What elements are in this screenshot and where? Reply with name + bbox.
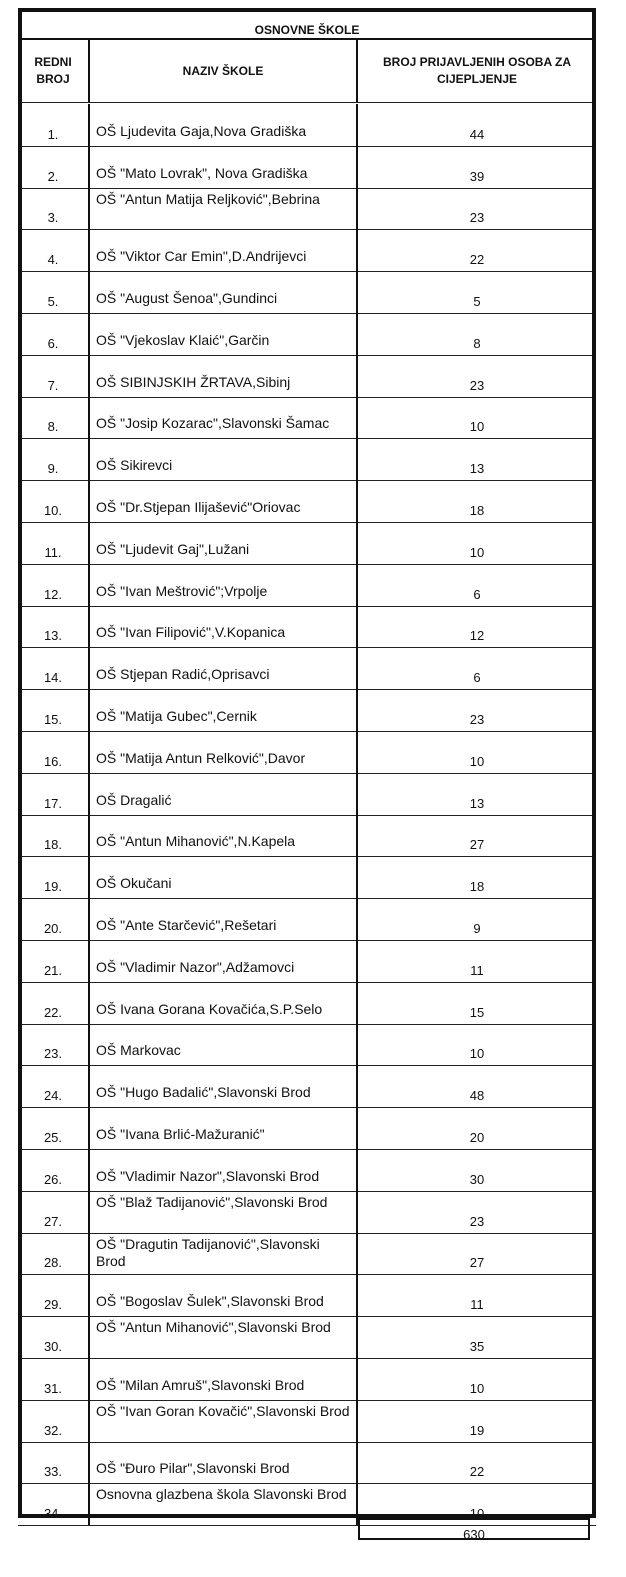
table-row bbox=[18, 773, 596, 815]
row-ordinal-cell bbox=[18, 898, 90, 940]
row-ordinal-cell bbox=[18, 1442, 90, 1484]
table-row bbox=[18, 815, 596, 857]
row-school-name-cell bbox=[90, 1316, 358, 1358]
table-row bbox=[18, 898, 596, 940]
table-row bbox=[18, 1024, 596, 1066]
row-registered-count-cell bbox=[358, 856, 596, 898]
row-school-name-cell bbox=[90, 313, 358, 355]
row-school-name: OŠ "Matija Antun Relković",Davor bbox=[96, 749, 306, 766]
row-ordinal-cell bbox=[18, 229, 90, 271]
row-registered-count-cell bbox=[358, 773, 596, 815]
row-ordinal: 2. bbox=[47, 168, 59, 184]
row-ordinal-cell bbox=[18, 104, 90, 146]
table-row bbox=[18, 982, 596, 1024]
table-row bbox=[18, 438, 596, 480]
table-row bbox=[18, 480, 596, 522]
row-school-name-cell bbox=[90, 1483, 358, 1525]
row-registered-count-cell bbox=[358, 146, 596, 188]
row-ordinal-cell bbox=[18, 689, 90, 731]
row-ordinal-cell bbox=[18, 271, 90, 313]
row-school-name-cell bbox=[90, 104, 358, 146]
table-row bbox=[18, 1274, 596, 1316]
row-registered-count: 13 bbox=[469, 795, 485, 811]
row-school-name-cell bbox=[90, 438, 358, 480]
row-ordinal: 24. bbox=[43, 1088, 63, 1104]
table-row bbox=[18, 647, 596, 689]
row-ordinal-cell bbox=[18, 606, 90, 648]
row-registered-count: 10 bbox=[469, 1380, 485, 1396]
row-ordinal: 32. bbox=[43, 1422, 63, 1438]
row-school-name-cell bbox=[90, 1358, 358, 1400]
row-ordinal-cell bbox=[18, 815, 90, 857]
row-school-name: OŠ "Vladimir Nazor",Adžamovci bbox=[96, 958, 295, 975]
row-registered-count: 6 bbox=[473, 586, 481, 602]
row-registered-count: 9 bbox=[473, 920, 481, 936]
row-registered-count-cell bbox=[358, 397, 596, 439]
row-ordinal: 1. bbox=[47, 126, 59, 142]
row-registered-count: 11 bbox=[470, 962, 484, 978]
table-row bbox=[18, 313, 596, 355]
row-registered-count-cell bbox=[358, 606, 596, 648]
row-registered-count-cell bbox=[358, 1400, 596, 1442]
row-school-name: OŠ SIBINJSKIH ŽRTAVA,Sibinj bbox=[96, 373, 291, 390]
row-ordinal: 22. bbox=[43, 1004, 63, 1020]
row-registered-count-cell bbox=[358, 1065, 596, 1107]
row-registered-count: 23 bbox=[469, 210, 485, 226]
row-ordinal-cell bbox=[18, 1024, 90, 1066]
row-school-name-cell bbox=[90, 397, 358, 439]
row-ordinal-cell bbox=[18, 1107, 90, 1149]
row-ordinal-cell bbox=[18, 1358, 90, 1400]
row-school-name-cell bbox=[90, 940, 358, 982]
row-ordinal: 25. bbox=[43, 1129, 63, 1145]
row-registered-count-cell bbox=[358, 313, 596, 355]
table-row bbox=[18, 1358, 596, 1400]
row-ordinal-cell bbox=[18, 940, 90, 982]
row-school-name-cell bbox=[90, 1233, 358, 1275]
row-registered-count-cell bbox=[358, 564, 596, 606]
row-ordinal-cell bbox=[18, 1233, 90, 1275]
row-school-name: OŠ "Josip Kozarac",Slavonski Šamac bbox=[96, 415, 330, 432]
row-ordinal-cell bbox=[18, 773, 90, 815]
row-school-name-cell bbox=[90, 188, 358, 230]
row-divider bbox=[18, 102, 596, 103]
row-school-name: OŠ "Đuro Pilar",Slavonski Brod bbox=[96, 1460, 290, 1477]
row-registered-count-cell bbox=[358, 982, 596, 1024]
row-ordinal-cell bbox=[18, 438, 90, 480]
row-registered-count-cell bbox=[358, 1233, 596, 1275]
row-ordinal: 29. bbox=[43, 1297, 63, 1313]
header-row bbox=[18, 40, 596, 102]
row-ordinal-cell bbox=[18, 1316, 90, 1358]
row-registered-count: 15 bbox=[469, 1004, 485, 1020]
row-registered-count-cell bbox=[358, 689, 596, 731]
table-row bbox=[18, 1316, 596, 1358]
row-school-name: OŠ "Ante Starčević",Rešetari bbox=[96, 916, 277, 933]
row-ordinal: 31. bbox=[43, 1380, 63, 1396]
row-ordinal-cell bbox=[18, 397, 90, 439]
row-registered-count: 23 bbox=[469, 377, 485, 393]
row-school-name-cell bbox=[90, 1442, 358, 1484]
row-school-name: OŠ "Antun Mihanović",N.Kapela bbox=[96, 833, 296, 850]
table-row bbox=[18, 1149, 596, 1191]
row-registered-count: 5 bbox=[473, 293, 481, 309]
row-school-name: OŠ "Dragutin Tadijanović",Slavonski Brod bbox=[96, 1235, 320, 1269]
row-ordinal: 26. bbox=[43, 1171, 63, 1187]
row-school-name-cell bbox=[90, 1024, 358, 1066]
row-school-name-cell bbox=[90, 815, 358, 857]
table-title: OSNOVNE ŠKOLE bbox=[254, 23, 360, 37]
row-school-name: OŠ "Ivan Filipović",V.Kopanica bbox=[96, 624, 286, 641]
table-row bbox=[18, 271, 596, 313]
row-registered-count: 27 bbox=[469, 837, 485, 853]
row-registered-count-cell bbox=[358, 104, 596, 146]
row-school-name-cell bbox=[90, 1149, 358, 1191]
row-school-name-cell bbox=[90, 1274, 358, 1316]
row-ordinal: 30. bbox=[43, 1338, 63, 1354]
table-row bbox=[18, 146, 596, 188]
row-registered-count-cell bbox=[358, 1024, 596, 1066]
row-registered-count-cell bbox=[358, 898, 596, 940]
row-school-name-cell bbox=[90, 1107, 358, 1149]
row-school-name-cell bbox=[90, 146, 358, 188]
row-ordinal: 4. bbox=[47, 252, 59, 268]
row-school-name: OŠ "Matija Gubec",Cernik bbox=[96, 707, 257, 724]
row-school-name-cell bbox=[90, 647, 358, 689]
row-school-name: OŠ "Viktor Car Emin",D.Andrijevci bbox=[96, 248, 307, 265]
row-ordinal: 7. bbox=[47, 377, 59, 393]
row-ordinal-cell bbox=[18, 1065, 90, 1107]
row-ordinal: 15. bbox=[43, 711, 63, 727]
row-ordinal: 8. bbox=[47, 419, 59, 435]
table-row bbox=[18, 397, 596, 439]
row-registered-count: 23 bbox=[469, 711, 485, 727]
row-school-name-cell bbox=[90, 271, 358, 313]
row-registered-count-cell bbox=[358, 1358, 596, 1400]
row-school-name-cell bbox=[90, 355, 358, 397]
row-registered-count-cell bbox=[358, 271, 596, 313]
row-ordinal: 19. bbox=[43, 879, 63, 895]
row-school-name: OŠ "Blaž Tadijanović",Slavonski Brod bbox=[96, 1193, 328, 1210]
row-ordinal: 5. bbox=[47, 293, 59, 309]
row-ordinal: 23. bbox=[43, 1046, 63, 1062]
table-row bbox=[18, 1233, 596, 1275]
row-registered-count-cell bbox=[358, 1442, 596, 1484]
row-ordinal-cell bbox=[18, 146, 90, 188]
row-ordinal: 28. bbox=[43, 1255, 63, 1271]
row-registered-count: 35 bbox=[469, 1338, 485, 1354]
row-school-name-cell bbox=[90, 522, 358, 564]
table-row bbox=[18, 1400, 596, 1442]
row-ordinal: 13. bbox=[43, 628, 63, 644]
header-school-name: NAZIV ŠKOLE bbox=[90, 40, 358, 102]
row-registered-count: 13 bbox=[469, 461, 485, 477]
row-school-name-cell bbox=[90, 229, 358, 271]
row-school-name: OŠ "Hugo Badalić",Slavonski Brod bbox=[96, 1084, 311, 1101]
row-registered-count-cell bbox=[358, 940, 596, 982]
row-school-name: OŠ "Ivana Brlić-Mažuranić" bbox=[96, 1125, 265, 1142]
row-registered-count: 10 bbox=[469, 753, 485, 769]
row-school-name: OŠ "Bogoslav Šulek",Slavonski Brod bbox=[96, 1293, 324, 1310]
table-row bbox=[18, 1065, 596, 1107]
row-school-name: OŠ "Antun Mihanović",Slavonski Brod bbox=[96, 1319, 331, 1336]
header-ordinal: REDNI BROJ bbox=[18, 40, 90, 102]
row-school-name: Osnovna glazbena škola Slavonski Brod bbox=[96, 1486, 347, 1503]
table-row bbox=[18, 229, 596, 271]
row-registered-count: 20 bbox=[469, 1129, 485, 1145]
table-row bbox=[18, 104, 596, 146]
row-ordinal: 14. bbox=[43, 670, 63, 686]
table-row bbox=[18, 188, 596, 230]
row-school-name: OŠ "Milan Amruš",Slavonski Brod bbox=[96, 1376, 305, 1393]
table-row bbox=[18, 606, 596, 648]
row-registered-count-cell bbox=[358, 1149, 596, 1191]
row-registered-count: 44 bbox=[469, 126, 485, 142]
row-ordinal-cell bbox=[18, 188, 90, 230]
table-row bbox=[18, 940, 596, 982]
row-school-name-cell bbox=[90, 731, 358, 773]
row-ordinal-cell bbox=[18, 1149, 90, 1191]
row-school-name: OŠ Ljudevita Gaja,Nova Gradiška bbox=[96, 122, 307, 139]
row-ordinal-cell bbox=[18, 1400, 90, 1442]
row-school-name: OŠ Sikirevci bbox=[96, 457, 173, 474]
row-registered-count: 22 bbox=[469, 1464, 485, 1480]
row-ordinal: 21. bbox=[43, 962, 63, 978]
row-registered-count-cell bbox=[358, 188, 596, 230]
row-school-name: OŠ Markovac bbox=[96, 1042, 181, 1059]
row-ordinal-cell bbox=[18, 982, 90, 1024]
row-ordinal-cell bbox=[18, 564, 90, 606]
row-school-name: OŠ "Vladimir Nazor",Slavonski Brod bbox=[96, 1167, 320, 1184]
row-registered-count-cell bbox=[358, 1316, 596, 1358]
row-ordinal: 12. bbox=[43, 586, 63, 602]
row-registered-count-cell bbox=[358, 815, 596, 857]
table-row bbox=[18, 689, 596, 731]
table-row bbox=[18, 1442, 596, 1484]
row-registered-count-cell bbox=[358, 1191, 596, 1233]
row-ordinal-cell bbox=[18, 856, 90, 898]
row-school-name-cell bbox=[90, 1400, 358, 1442]
row-ordinal-cell bbox=[18, 313, 90, 355]
row-ordinal: 9. bbox=[47, 461, 59, 477]
row-ordinal: 18. bbox=[43, 837, 63, 853]
row-registered-count-cell bbox=[358, 647, 596, 689]
row-school-name: OŠ "August Šenoa",Gundinci bbox=[96, 289, 278, 306]
table-row bbox=[18, 564, 596, 606]
row-registered-count: 19 bbox=[469, 1422, 485, 1438]
row-school-name: OŠ "Dr.Stjepan Ilijašević"Oriovac bbox=[96, 498, 301, 515]
row-registered-count: 10 bbox=[469, 419, 485, 435]
row-ordinal-cell bbox=[18, 647, 90, 689]
row-school-name-cell bbox=[90, 564, 358, 606]
row-ordinal-cell bbox=[18, 480, 90, 522]
row-registered-count: 22 bbox=[469, 252, 485, 268]
row-registered-count: 48 bbox=[469, 1088, 485, 1104]
row-ordinal: 3. bbox=[47, 210, 59, 226]
table-row bbox=[18, 731, 596, 773]
row-school-name-cell bbox=[90, 1191, 358, 1233]
row-ordinal: 17. bbox=[43, 795, 63, 811]
row-ordinal: 33. bbox=[43, 1464, 63, 1480]
row-ordinal: 27. bbox=[43, 1213, 63, 1229]
row-school-name-cell bbox=[90, 689, 358, 731]
row-ordinal: 10. bbox=[43, 502, 63, 518]
row-registered-count: 8 bbox=[473, 335, 481, 351]
row-school-name: OŠ Stjepan Radić,Oprisavci bbox=[96, 666, 270, 683]
row-registered-count-cell bbox=[358, 1274, 596, 1316]
row-ordinal-cell bbox=[18, 1274, 90, 1316]
row-registered-count-cell bbox=[358, 355, 596, 397]
row-school-name-cell bbox=[90, 606, 358, 648]
row-registered-count: 10 bbox=[469, 544, 485, 560]
row-school-name: OŠ Ivana Gorana Kovačića,S.P.Selo bbox=[96, 1000, 323, 1017]
row-school-name: OŠ "Ivan Meštrović";Vrpolje bbox=[96, 582, 268, 599]
row-registered-count: 18 bbox=[469, 879, 485, 895]
table-row bbox=[18, 522, 596, 564]
row-school-name: OŠ Dragalić bbox=[96, 791, 172, 808]
row-school-name: OŠ Okučani bbox=[96, 875, 172, 892]
row-ordinal-cell bbox=[18, 355, 90, 397]
table-row bbox=[18, 856, 596, 898]
row-registered-count: 11 bbox=[470, 1297, 484, 1313]
row-registered-count: 6 bbox=[473, 670, 481, 686]
row-school-name: OŠ "Ivan Goran Kovačić",Slavonski Brod bbox=[96, 1402, 350, 1419]
row-school-name-cell bbox=[90, 982, 358, 1024]
table-row bbox=[18, 1107, 596, 1149]
row-school-name-cell bbox=[90, 856, 358, 898]
header-registered-count: BROJ PRIJAVLJENIH OSOBA ZA CIJEPLJENJE bbox=[382, 55, 572, 86]
row-ordinal-cell bbox=[18, 1191, 90, 1233]
table-title-cell bbox=[18, 8, 596, 40]
row-registered-count-cell bbox=[358, 229, 596, 271]
row-registered-count: 18 bbox=[469, 502, 485, 518]
row-registered-count-cell bbox=[358, 480, 596, 522]
row-school-name: OŠ "Ljudevit Gaj",Lužani bbox=[96, 540, 250, 557]
row-school-name-cell bbox=[90, 480, 358, 522]
row-ordinal-cell bbox=[18, 1483, 90, 1525]
row-registered-count: 39 bbox=[469, 168, 485, 184]
row-school-name-cell bbox=[90, 773, 358, 815]
row-ordinal-cell bbox=[18, 731, 90, 773]
row-school-name-cell bbox=[90, 1065, 358, 1107]
row-ordinal: 16. bbox=[43, 753, 63, 769]
row-ordinal-cell bbox=[18, 522, 90, 564]
row-registered-count-cell bbox=[358, 522, 596, 564]
table-row bbox=[18, 1191, 596, 1233]
row-school-name: OŠ "Vjekoslav Klaić",Garčin bbox=[96, 331, 270, 348]
row-registered-count: 23 bbox=[469, 1213, 485, 1229]
total-value: 630 bbox=[463, 1527, 485, 1542]
row-registered-count-cell bbox=[358, 1107, 596, 1149]
total-cell bbox=[358, 1518, 590, 1540]
row-registered-count: 10 bbox=[469, 1506, 485, 1522]
row-registered-count: 10 bbox=[469, 1046, 485, 1062]
row-ordinal: 20. bbox=[43, 920, 63, 936]
row-registered-count: 27 bbox=[469, 1255, 485, 1271]
row-registered-count-cell bbox=[358, 731, 596, 773]
row-ordinal: 11. bbox=[44, 544, 62, 560]
row-ordinal: 6. bbox=[47, 335, 59, 351]
table-row bbox=[18, 355, 596, 397]
row-school-name: OŠ "Antun Matija Reljković",Bebrina bbox=[96, 190, 320, 207]
row-registered-count: 12 bbox=[469, 628, 485, 644]
row-registered-count-cell bbox=[358, 438, 596, 480]
row-school-name: OŠ "Mato Lovrak", Nova Gradiška bbox=[96, 164, 308, 181]
row-registered-count: 30 bbox=[469, 1171, 485, 1187]
row-ordinal: 34. bbox=[43, 1506, 63, 1522]
row-school-name-cell bbox=[90, 898, 358, 940]
